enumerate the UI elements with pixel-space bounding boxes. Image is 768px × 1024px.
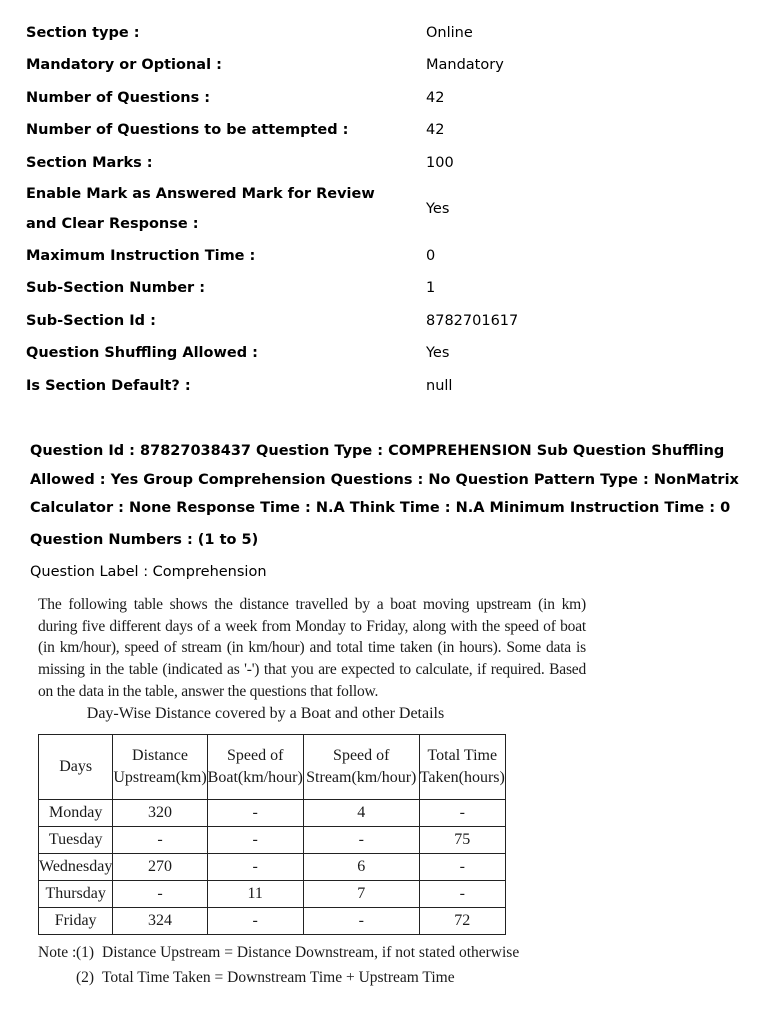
cell-stream-speed: 6: [303, 854, 419, 881]
meta-row-section-marks: [26, 147, 746, 179]
cell-total-time: -: [419, 881, 505, 908]
boat-data-table: [38, 734, 506, 935]
question-numbers: Question Numbers : (1 to 5): [30, 532, 259, 548]
meta-value: 42: [426, 89, 445, 106]
header-total-time: Total Time Taken(hours): [419, 735, 505, 800]
cell-total-time: -: [419, 800, 505, 827]
cell-stream-speed: 7: [303, 881, 419, 908]
meta-value: 100: [426, 154, 454, 171]
header-boat-speed: Speed of Boat(km/hour): [207, 735, 303, 800]
meta-row-section-type: [26, 17, 746, 49]
meta-label: Number of Questions :: [26, 89, 211, 106]
cell-boat-speed: -: [207, 800, 303, 827]
note-prefix: Note :: [38, 944, 77, 961]
table-row: [39, 881, 506, 908]
table-row: [39, 800, 506, 827]
meta-label: Section Marks :: [26, 154, 153, 171]
meta-label: Enable Mark as Answered Mark for Review and Clear Response :: [26, 185, 375, 232]
meta-row-shuffling: [26, 337, 746, 369]
table-row: [39, 854, 506, 881]
meta-label: Number of Questions to be attempted :: [26, 122, 349, 139]
meta-row-questions-attempted: [26, 114, 746, 146]
cell-distance: 270: [113, 854, 207, 881]
cell-day: Wednesday: [39, 854, 113, 881]
section-details: [26, 17, 746, 402]
note-item: [38, 965, 558, 990]
meta-row-enable-mark: [26, 179, 746, 240]
meta-value: Mandatory: [426, 57, 504, 74]
cell-stream-speed: -: [303, 908, 419, 935]
header-stream-speed: Speed of Stream(km/hour): [303, 735, 419, 800]
cell-total-time: -: [419, 854, 505, 881]
meta-row-sub-section-number: [26, 272, 746, 304]
question-label: Question Label : Comprehension: [30, 564, 267, 580]
table-header-row: [39, 735, 506, 800]
cell-total-time: 75: [419, 827, 505, 854]
cell-total-time: 72: [419, 908, 505, 935]
meta-value: 8782701617: [426, 312, 519, 329]
note-text: Distance Upstream = Distance Downstream, if not stated otherwise: [102, 944, 520, 961]
header-days: Days: [39, 735, 113, 800]
cell-stream-speed: 4: [303, 800, 419, 827]
table-row: [39, 908, 506, 935]
cell-boat-speed: -: [207, 827, 303, 854]
cell-distance: -: [113, 881, 207, 908]
meta-label: Is Section Default? :: [26, 377, 191, 394]
meta-label: Sub-Section Id :: [26, 312, 156, 329]
meta-value: Yes: [426, 345, 450, 362]
note-number: (2): [76, 969, 95, 986]
note-item: [38, 940, 558, 965]
meta-value: null: [426, 377, 453, 394]
comprehension-passage: The following table shows the distance travelled by a boat moving upstream (in km) during five different days of a week from Monday to Friday, along with the speed of boat (in km/hour), speed of stream (in km/hour) and total time taken (in hours). Some data is missing in the table (indicated as '-') that you are expected to calculate, if required. Based on the data in the table, answer the questions that follow.: [38, 596, 586, 700]
meta-label: Maximum Instruction Time :: [26, 247, 256, 264]
cell-boat-speed: 11: [207, 881, 303, 908]
question-header: Question Id : 87827038437 Question Type : COMPREHENSION Sub Question Shuffling Allowed : Yes Group Comprehension Questions : No Question Pattern Type : NonMatrix Calculator : None Response Time : N.A Think Time : N.A Minimum Instruction Time : 0: [30, 443, 739, 516]
cell-day: Monday: [39, 800, 113, 827]
meta-value: 0: [426, 247, 436, 264]
meta-label: Sub-Section Number :: [26, 280, 206, 297]
meta-row-section-default: [26, 370, 746, 402]
cell-day: Tuesday: [39, 827, 113, 854]
cell-day: Friday: [39, 908, 113, 935]
meta-value: Online: [426, 25, 473, 41]
header-distance: Distance Upstream(km): [113, 735, 207, 800]
table-notes: [38, 940, 558, 990]
meta-label: Mandatory or Optional :: [26, 57, 222, 74]
meta-value: 1: [426, 280, 436, 297]
cell-boat-speed: -: [207, 854, 303, 881]
meta-label: Question Shuffling Allowed :: [26, 345, 258, 362]
cell-distance: -: [113, 827, 207, 854]
cell-day: Thursday: [39, 881, 113, 908]
cell-boat-speed: -: [207, 908, 303, 935]
meta-value: 42: [426, 122, 445, 139]
meta-row-max-instruction-time: [26, 240, 746, 272]
meta-row-sub-section-id: [26, 305, 746, 337]
table-title: Day-Wise Distance covered by a Boat and other Details: [86, 705, 445, 722]
note-text: Total Time Taken = Downstream Time + Upstream Time: [102, 969, 455, 986]
cell-distance: 320: [113, 800, 207, 827]
meta-row-number-of-questions: [26, 82, 746, 114]
table-row: [39, 827, 506, 854]
meta-label: Section type :: [26, 25, 140, 41]
cell-stream-speed: -: [303, 827, 419, 854]
note-number: (1): [76, 944, 95, 961]
cell-distance: 324: [113, 908, 207, 935]
meta-value: Yes: [426, 200, 450, 217]
meta-row-mandatory: [26, 49, 746, 81]
